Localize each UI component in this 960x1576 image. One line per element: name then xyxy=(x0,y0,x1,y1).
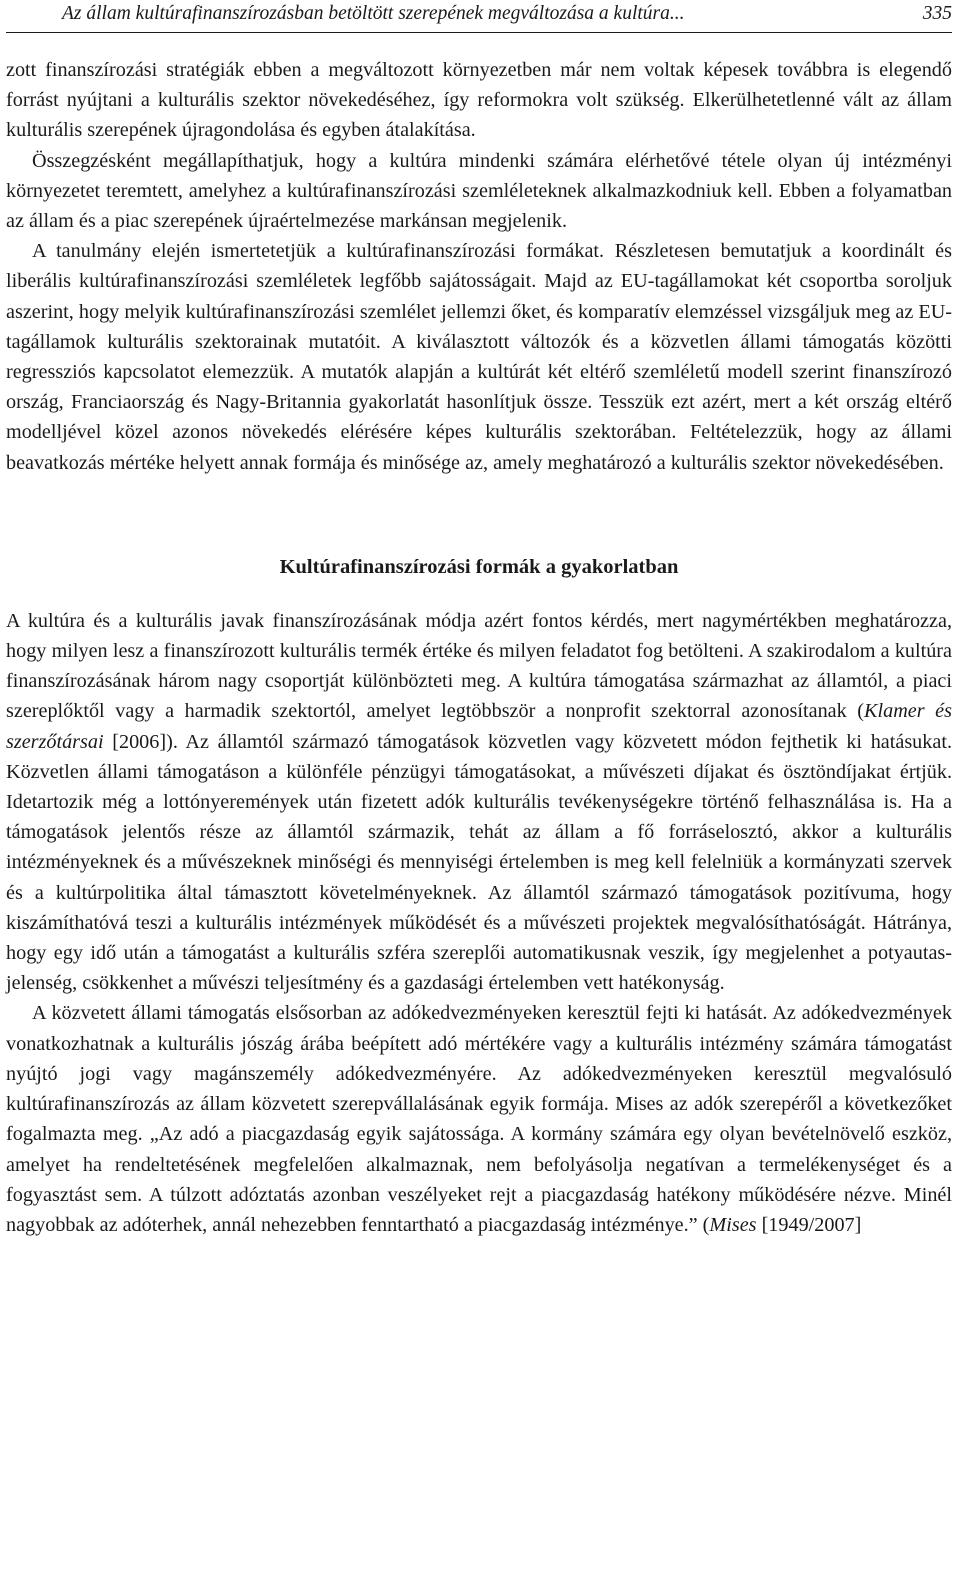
running-title: Az állam kultúrafinanszírozásban betöltött szerepének megváltozása a kultúra... xyxy=(62,3,685,24)
citation-authors: Mises xyxy=(709,1213,757,1236)
paragraph-text: A kultúra és a kulturális javak finanszírozásának módja azért fontos kérdés, mert nagymértékben meghatározza, hogy milyen lesz a finanszírozott kulturális termék értéke és milyen feladatot fog betölteni. A szakirodalom a kultúra finanszírozásának három nagy csoportját különbözteti meg. A kultúra támogatása származhat az államtól, a piaci szereplőktől vagy a harmadik szektortól, amelyet legtöbbször a nonprofit szektorral azonosítanak ( xyxy=(6,609,952,723)
running-header xyxy=(6,0,952,33)
page-number: 335 xyxy=(922,3,952,24)
citation-authors: Klamer és szerzőtársai xyxy=(6,700,952,753)
paragraph-text: [2006]). Az államtól származó támogatások közvetlen vagy közvetett módon fejthetik ki hatásukat. Közvetlen állami támogatáson a különféle pénzügyi támogatásokat, a művészeti díjakat és ösztöndíjakat értjük. Idetartozik még a lottónyeremények után fizetett adók kulturális tevékenységekre történő felhasználása is. Ha a támogatások jelentős része az államtól származik, tehát az állam a fő forráselosztó, akkor a kulturális intézményeknek és a művészeknek minőségi és mennyiségi értelemben is meg kell felelniük a kormányzati szervek és a kultúrpolitika által támasztott követelményeknek. Az államtól származó támogatások pozitívuma, hogy kiszámíthatóvá teszi a kulturális intézmények működését és a művészeti projektek megvalósíthatóságát. Hátránya, hogy egy idő után a támogatást a kulturális szféra szereplői automatikusnak veszik, így megjelenhet a potyautas-jelenség, csökkenhet a művészi teljesítmény és a gazdasági értelemben vett hatékonyság. xyxy=(6,730,952,995)
paragraph xyxy=(6,606,952,999)
paragraph-text: A közvetett állami támogatás elsősorban az adókedvezményeken keresztül fejti ki hatását. Az adókedvezmények vonatkozhatnak a kulturális jószág árába beépített adó mértékére vagy a kulturális intézmény számára támogatást nyújtó jogi vagy magánszemély adókedvezményére. Az adókedvezményeken keresztül megvalósuló kultúrafinanszírozás az állam közvetett szerepvállalásának egyik formája. Mises az adók szerepéről a következőket fogalmazta meg. „Az adó a piacgazdaság egyik sajátossága. A kormány számára egy olyan bevételnövelő eszköz, amelyet ha rendeltetésének megfelelően alkalmaznak, nem befolyásolja negatívan a termelékenységet és a fogyasztást sem. A túlzott adóztatás azonban veszélyeket rejt a piacgazdaság hatékony működésére nézve. Minél nagyobbak az adóterhek, annál nehezebben fenntartható a piacgazdaság intézménye.” ( xyxy=(6,1002,952,1236)
intro-text xyxy=(6,55,952,478)
paragraph: zott finanszírozási stratégiák ebben a megváltozott környezetben már nem voltak képesek továbbra is elegendő forrást nyújtani a kulturális szektor növekedéséhez, így reformokra volt szükség. Elkerülhetetlenné vált az állam kulturális szerepének újragondolása és egyben átalakítása. xyxy=(6,59,952,142)
paragraph xyxy=(6,998,952,1240)
section-text xyxy=(6,606,952,1240)
document-page xyxy=(6,0,952,1240)
section-heading: Kultúrafinanszírozási formák a gyakorlatban xyxy=(279,555,679,578)
paragraph-text: [1949/2007] xyxy=(756,1213,862,1236)
paragraph: Összegzésként megállapíthatjuk, hogy a kultúra mindenki számára elérhetővé tétele olyan új intézményi környezetet teremtett, amelyhez a kultúrafinanszírozási szemléleteknek alkalmazkodniuk kell. Ebben a folyamatban az állam és a piac szerepének újraértelmezése markánsan megjelenik. xyxy=(6,149,952,233)
paragraph: A tanulmány elején ismertetetjük a kultúrafinanszírozási formákat. Részletesen bemutatjuk a koordinált és liberális kultúrafinanszírozási szemléletek legfőbb sajátosságait. Majd az EU-tagállamokat két csoportba soroljuk aszerint, hogy melyik kultúrafinanszírozási szemlélet jellemzi őket, és komparatív elemzéssel vizsgáljuk meg az EU-tagállamok kulturális szektorainak mutatóit. A kiválasztott változók és a közvetlen állami támogatás közötti regressziós kapcsolatot elemezzük. A mutatók alapján a kultúrát két eltérő szemléletű modell szerint finanszírozó ország, Franciaország és Nagy-Britannia gyakorlatát hasonlítjuk össze. Tesszük ezt azért, mert a két ország eltérő modelljével közel azonos növekedés elérésére képes kulturális szektorában. Feltételezzük, hogy az állami beavatkozás mértéke helyett annak formája és minősége az, amely meghatározó a kulturális szektor növekedésében. xyxy=(6,240,952,474)
